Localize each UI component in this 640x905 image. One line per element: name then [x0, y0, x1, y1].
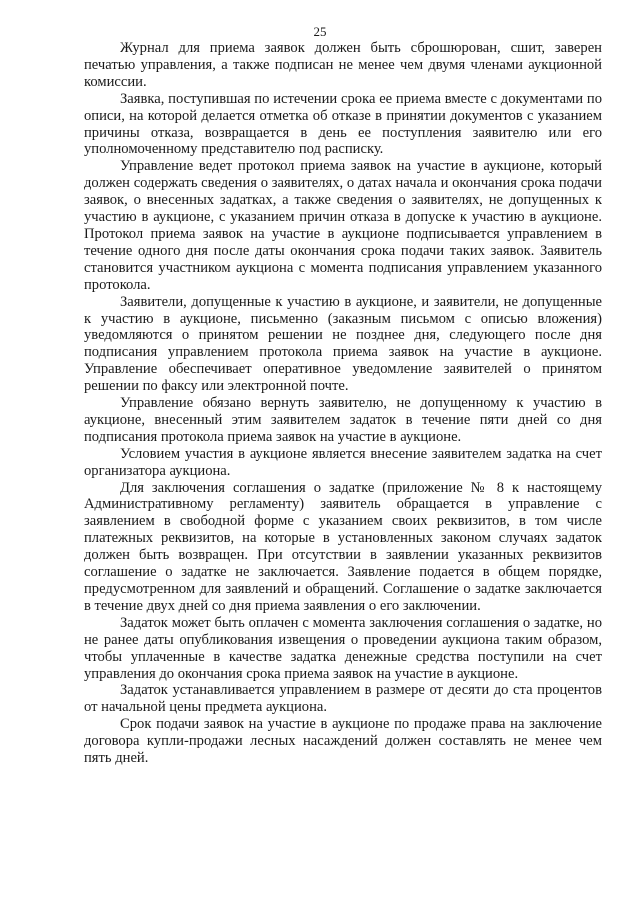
paragraph-protocol: Управление ведет протокол приема заявок на участие в аукционе, который должен содержать сведения о заявителях, о датах начала и окончания срока подачи заявок, о внесенных задатках, а также сведения о заявителях, не допущенных к участию в аукционе, с указанием причин отказа в допуске к участию в аукционе. Протокол приема заявок на участие в аукционе подписывается управлением в течение одного дня после даты окончания срока подачи таких заявок. Заявитель становится участником аукциона с момента подписания управлением указанного протокола.: [84, 158, 602, 293]
paragraph-submission-period: Срок подачи заявок на участие в аукционе по продаже права на заключение договора купли-продажи лесных насаждений должен составлять не менее чем пять дней.: [84, 716, 602, 767]
document-body: [84, 40, 602, 767]
paragraph-notification: Заявители, допущенные к участию в аукционе, и заявители, не допущенные к участию в аукционе, письменно (заказным письмом с описью вложения) уведомляются о принятом решении не позднее дня, следующего после дня подписания управлением протокола приема заявок на участие в аукционе. Управление обеспечивает оперативное уведомление заявителей о принятом решении по факсу или электронной почте.: [84, 293, 602, 395]
paragraph-deposit-amount: Задаток устанавливается управлением в размере от десяти до ста процентов от начальной цены предмета аукциона.: [84, 682, 602, 716]
page-number: 25: [313, 24, 327, 39]
paragraph-deposit-agreement: Для заключения соглашения о задатке (приложение № 8 к настоящему Административному регламенту) заявитель обращается в управление с заявлением в свободной форме с указанием своих реквизитов, в том числе платежных реквизитов, на которые в установленных законом случаях задаток должен быть возвращен. При отсутствии в заявлении указанных реквизитов соглашение о задатке не заключается. Заявление подается в общем порядке, предусмотренном для заявлений и обращений. Соглашение о задатке заключается в течение двух дней со дня приема заявления о его заключении.: [84, 479, 602, 614]
paragraph-deposit-return: Управление обязано вернуть заявителю, не допущенному к участию в аукционе, внесенный этим заявителем задаток в течение пяти дней со дня подписания протокола приема заявок на участие в аукционе.: [84, 395, 602, 445]
paragraph-journal: Журнал для приема заявок должен быть сброшюрован, сшит, заверен печатью управления, а также подписан не менее чем двумя членами аукционной комиссии.: [84, 40, 602, 90]
paragraph-deposit-payment: Задаток может быть оплачен с момента заключения соглашения о задатке, но не ранее даты опубликования извещения о проведении аукциона таким образом, чтобы уплаченные в качестве задатка денежные средства поступили на счет управления до окончания срока приема заявок на участие в аукционе.: [84, 614, 602, 682]
paragraph-late-application: Заявка, поступившая по истечении срока ее приема вместе с документами по описи, на которой делается отметка об отказе в принятии документов с указанием причины отказа, возвращается в день ее поступления заявителю или его уполномоченному представителю под расписку.: [84, 90, 602, 158]
paragraph-participation-condition: Условием участия в аукционе является внесение заявителем задатка на счет организатора аукциона.: [84, 445, 602, 479]
